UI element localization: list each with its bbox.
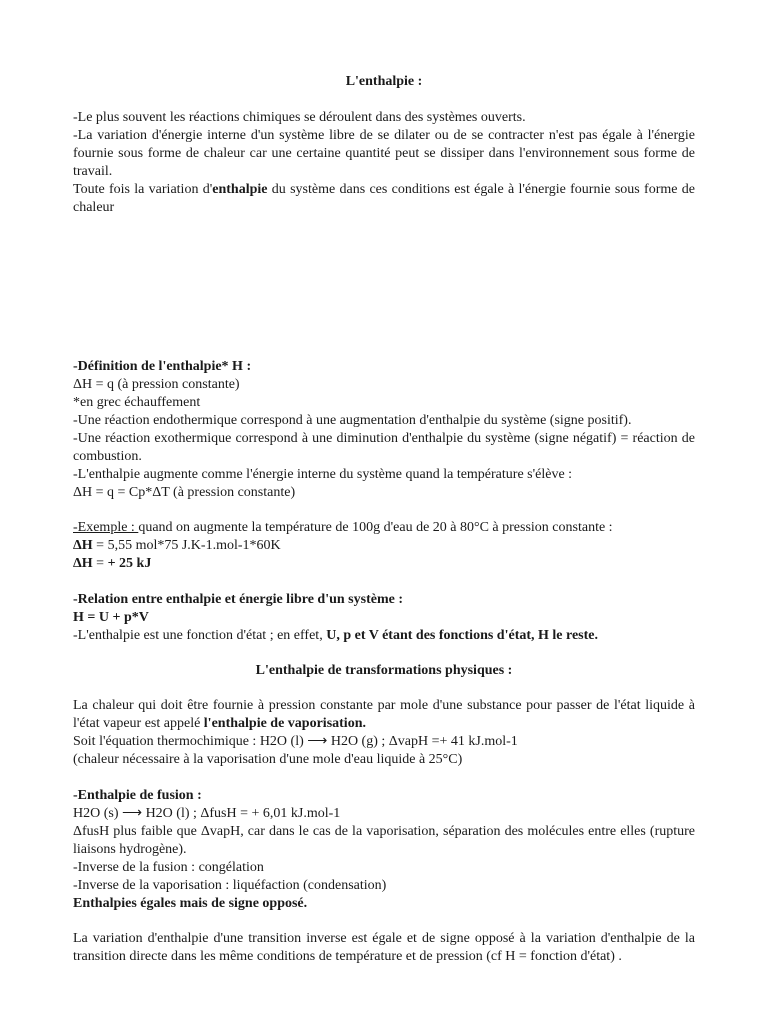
definition-line-6: ΔH = q = Cp*ΔT (à pression constante) — [73, 485, 296, 500]
intro-line-1: -Le plus souvent les réactions chimiques se déroulent dans des systèmes ouverts. — [73, 110, 526, 125]
definition-line-1: ΔH = q (à pression constante) — [73, 377, 240, 392]
vaporisation-inverse: -Inverse de la vaporisation : liquéfaction (condensation) — [73, 878, 387, 893]
example-result: ΔH = + 25 kJ — [73, 556, 152, 571]
definition-line-2: *en grec échauffement — [73, 395, 201, 410]
transformations-paragraph: La chaleur qui doit être fournie à pression constante par mole d'une substance pour passer de l'état liquide à l'état vapeur est appelé l'enthalpie de vaporisation. — [73, 698, 695, 731]
fusion-heading: -Enthalpie de fusion : — [73, 788, 202, 803]
fusion-summary: Enthalpies égales mais de signe opposé. — [73, 896, 308, 911]
definition-line-3: -Une réaction endothermique correspond à une augmentation d'enthalpie du système (signe positif). — [73, 413, 632, 428]
vaporisation-note: (chaleur nécessaire à la vaporisation d'une mole d'eau liquide à 25°C) — [73, 752, 463, 767]
intro-paragraph-3: Toute fois la variation d'enthalpie du système dans ces conditions est égale à l'énergie fournie sous forme de chaleur — [73, 182, 695, 215]
example-calc-1: ΔH = 5,55 mol*75 J.K-1.mol-1*60K — [73, 538, 281, 553]
relation-formula: H = U + p*V — [73, 610, 149, 625]
definition-heading: -Définition de l'enthalpie* H : — [73, 359, 252, 374]
definition-line-4: -Une réaction exothermique correspond à une diminution d'enthalpie du système (signe négatif) = réaction de combustion. — [73, 431, 695, 464]
page-title: L'enthalpie : — [345, 74, 423, 89]
transformations-heading: L'enthalpie de transformations physiques : — [255, 663, 513, 678]
example-label: -Exemple : — [73, 520, 139, 535]
thermochemical-equation: Soit l'équation thermochimique : H2O (l) ⟶ H2O (g) ; ΔvapH =+ 41 kJ.mol-1 — [73, 734, 518, 749]
intro-paragraph-2: -La variation d'énergie interne d'un système libre de se dilater ou de se contracter n'est pas égale à l'énergie fournie sous forme de chaleur car une certaine quantité peut se dissiper dans l'environnement sous forme de travail. — [73, 128, 695, 179]
fusion-comparison: ΔfusH plus faible que ΔvapH, car dans le cas de la vaporisation, séparation des molécules entre elles (rupture liaisons hydrogène). — [73, 824, 695, 857]
relation-line: -L'enthalpie est une fonction d'état ; en effet, U, p et V étant des fonctions d'état, H le reste. — [73, 628, 599, 643]
example-line: -Exemple : quand on augmente la température de 100g d'eau de 20 à 80°C à pression constante : — [73, 520, 613, 535]
definition-line-5: -L'enthalpie augmente comme l'énergie interne du système quand la température s'élève : — [73, 467, 573, 482]
fusion-inverse: -Inverse de la fusion : congélation — [73, 860, 264, 875]
fusion-equation: H2O (s) ⟶ H2O (l) ; ΔfusH = + 6,01 kJ.mol-1 — [73, 806, 341, 821]
relation-heading: -Relation entre enthalpie et énergie libre d'un système : — [73, 592, 403, 607]
conclusion-paragraph: La variation d'enthalpie d'une transition inverse est égale et de signe opposé à la variation d'enthalpie de la transition directe dans les même conditions de température et de pression (cf H = fonction d'état) . — [73, 931, 695, 964]
